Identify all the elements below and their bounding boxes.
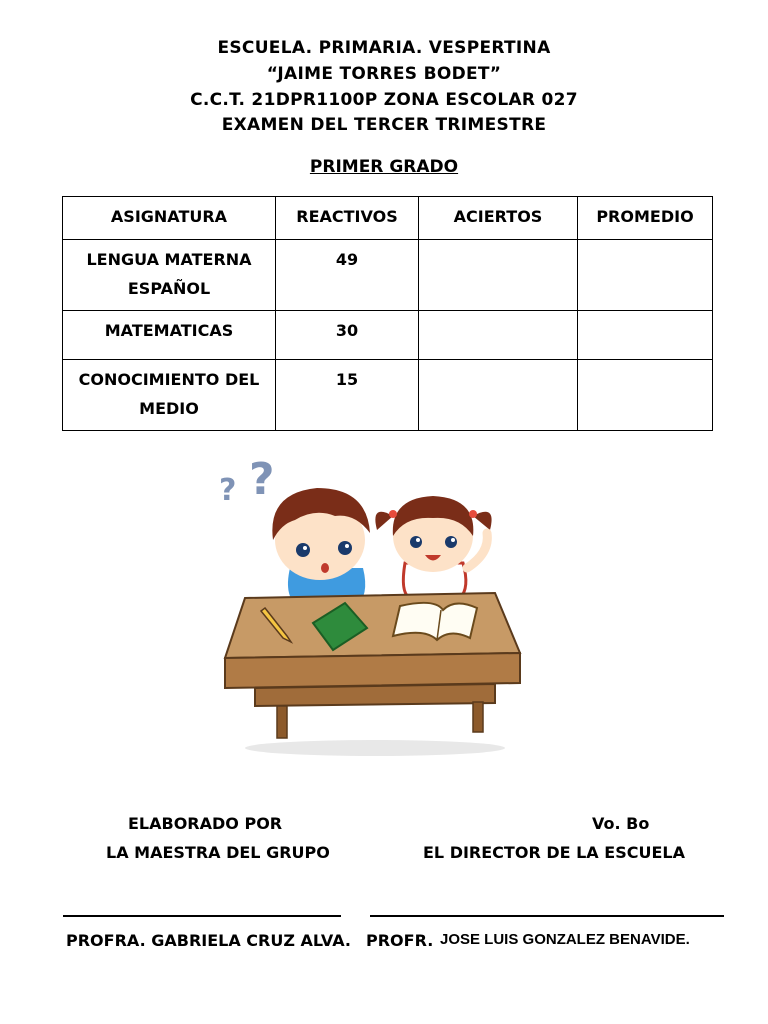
director-title: PROFR. <box>366 931 434 950</box>
teacher-name: PROFRA. GABRIELA CRUZ ALVA. <box>66 931 351 950</box>
column-header: PROMEDIO <box>578 197 713 240</box>
subject-name: ESPAÑOL <box>127 279 211 298</box>
school-title-quote: “JAIME TORRES BODET” <box>266 64 502 84</box>
school-name: ESCUELA. PRIMARIA. VESPERTINA <box>217 38 551 58</box>
promedio-cell[interactable] <box>578 360 713 431</box>
teacher-role-label: LA MAESTRA DEL GRUPO <box>106 843 330 862</box>
column-header: ACIERTOS <box>419 197 578 240</box>
elaborated-by-label: ELABORADO POR <box>128 814 283 833</box>
question-marks <box>219 458 275 508</box>
teacher-signature-line <box>63 915 341 917</box>
table-row <box>63 240 713 311</box>
boy-figure <box>272 488 370 608</box>
subject-name: MATEMATICAS <box>104 321 234 340</box>
subject-name: MEDIO <box>139 399 199 418</box>
students-at-desk-illustration <box>205 458 535 758</box>
exam-title: EXAMEN DEL TERCER TRIMESTRE <box>221 115 547 135</box>
subject-cell <box>63 311 276 360</box>
promedio-cell[interactable] <box>578 240 713 311</box>
subject-name: LENGUA MATERNA <box>86 250 252 269</box>
director-signature-line <box>370 915 724 917</box>
promedio-cell[interactable] <box>578 311 713 360</box>
column-header: ASIGNATURA <box>63 197 276 240</box>
aciertos-cell[interactable] <box>419 311 578 360</box>
table-row <box>63 360 713 431</box>
svg-text:?: ? <box>249 458 275 505</box>
subject-name: CONOCIMIENTO DEL <box>78 370 260 389</box>
table-row <box>63 311 713 360</box>
approved-label: Vo. Bo <box>592 814 650 833</box>
subject-cell <box>63 240 276 311</box>
open-book <box>393 603 477 640</box>
aciertos-cell[interactable] <box>419 240 578 311</box>
school-code: C.C.T. 21DPR1100P ZONA ESCOLAR 027 <box>190 90 578 110</box>
reactivos-cell: 30 <box>276 311 419 360</box>
director-name: JOSE LUIS GONZALEZ BENAVIDE. <box>440 931 690 948</box>
column-header: REACTIVOS <box>276 197 419 240</box>
girl-figure <box>375 496 491 598</box>
table-header-row <box>63 197 713 240</box>
svg-text:?: ? <box>219 473 237 508</box>
aciertos-cell[interactable] <box>419 360 578 431</box>
reactivos-cell: 15 <box>276 360 419 431</box>
grade-title: PRIMER GRADO <box>309 157 459 177</box>
grades-table <box>62 196 713 431</box>
director-role-label: EL DIRECTOR DE LA ESCUELA <box>423 843 685 862</box>
reactivos-cell: 49 <box>276 240 419 311</box>
subject-cell <box>63 360 276 431</box>
